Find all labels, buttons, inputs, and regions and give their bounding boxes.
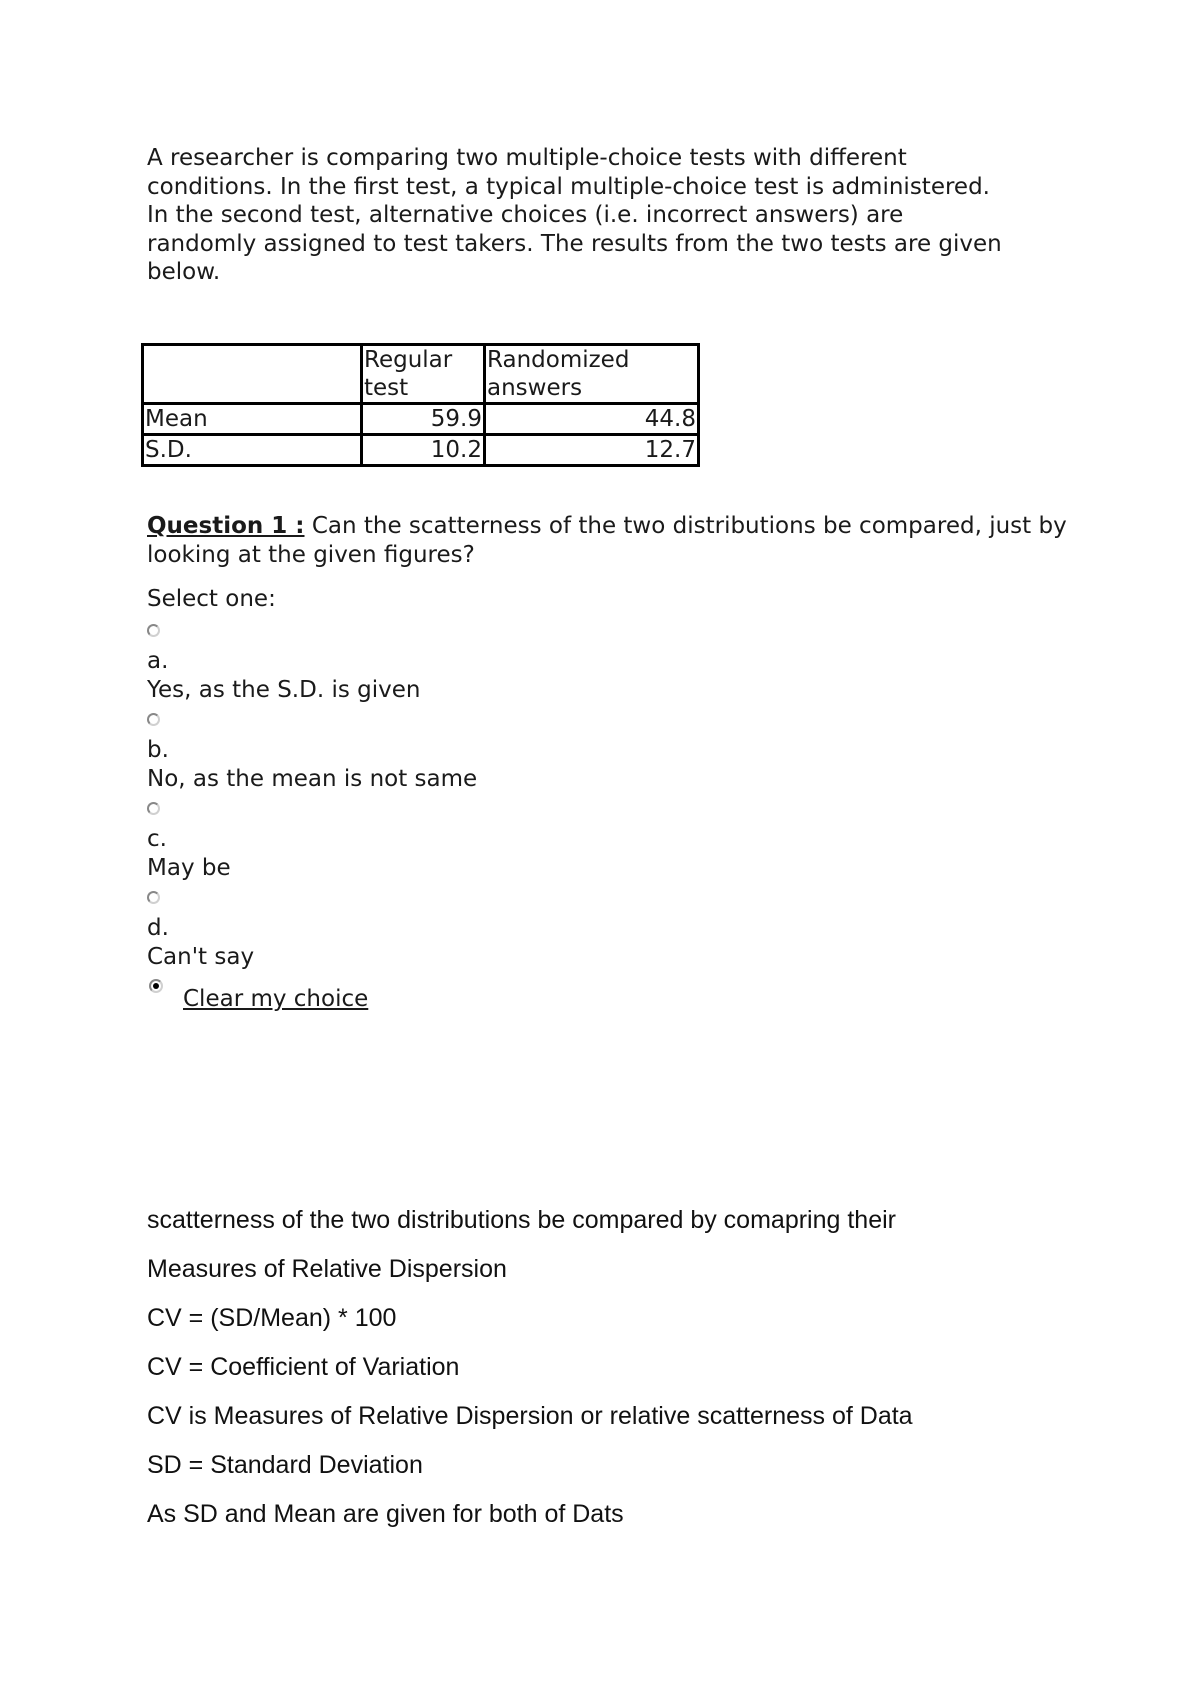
intro-line: In the second test, alternative choices (i.e. incorrect answers) are	[147, 202, 904, 228]
option-letter: d.	[147, 915, 169, 941]
option-letter: c.	[147, 826, 167, 852]
header-cell-randomized: Randomized answers	[485, 345, 699, 404]
answer-line: SD = Standard Deviation	[147, 1451, 423, 1479]
question-text: Can the scatterness of the two distributions be compared, just by looking at the given figures?	[147, 513, 1067, 568]
option-text[interactable]: No, as the mean is not same	[147, 766, 478, 792]
cell-randomized: 12.7	[485, 435, 699, 466]
radio-button[interactable]	[147, 624, 160, 637]
table-row	[143, 435, 699, 466]
option-letter: a.	[147, 648, 169, 674]
row-label: Mean	[143, 404, 362, 435]
problem-statement	[147, 144, 1067, 287]
header-cell-regular: Regular test	[362, 345, 485, 404]
answer-line: As SD and Mean are given for both of Dats	[147, 1500, 624, 1528]
intro-line: below.	[147, 259, 221, 285]
answer-line: scatterness of the two distributions be compared by comapring their	[147, 1206, 896, 1234]
select-prompt: Select one:	[147, 586, 276, 612]
table-row	[143, 404, 699, 435]
table-header-row	[143, 345, 699, 404]
intro-line: randomly assigned to test takers. The results from the two tests are given	[147, 230, 1002, 257]
answer-line: CV = Coefficient of Variation	[147, 1353, 460, 1381]
clear-choice-link[interactable]: Clear my choice	[183, 986, 369, 1012]
intro-line: A researcher is comparing two multiple-choice tests with different	[147, 145, 907, 171]
intro-line: conditions. In the first test, a typical multiple-choice test is administered.	[147, 173, 990, 200]
results-table	[141, 343, 700, 467]
answer-line: CV = (SD/Mean) * 100	[147, 1304, 397, 1332]
radio-button[interactable]	[147, 802, 160, 815]
answer-line: Measures of Relative Dispersion	[147, 1255, 507, 1283]
question-label: Question 1 :	[147, 513, 305, 539]
option-text[interactable]: Can't say	[147, 944, 255, 970]
cell-regular: 10.2	[362, 435, 485, 466]
clear-choice-radio[interactable]	[149, 979, 163, 993]
cell-randomized: 44.8	[485, 404, 699, 435]
radio-button[interactable]	[147, 891, 160, 904]
answer-line: CV is Measures of Relative Dispersion or relative scatterness of Data	[147, 1402, 913, 1430]
question	[147, 512, 1067, 570]
row-label: S.D.	[143, 435, 362, 466]
cell-regular: 59.9	[362, 404, 485, 435]
option-text[interactable]: May be	[147, 855, 231, 881]
radio-button[interactable]	[147, 713, 160, 726]
header-cell-empty	[143, 345, 362, 404]
option-text[interactable]: Yes, as the S.D. is given	[147, 677, 421, 703]
option-letter: b.	[147, 737, 169, 763]
